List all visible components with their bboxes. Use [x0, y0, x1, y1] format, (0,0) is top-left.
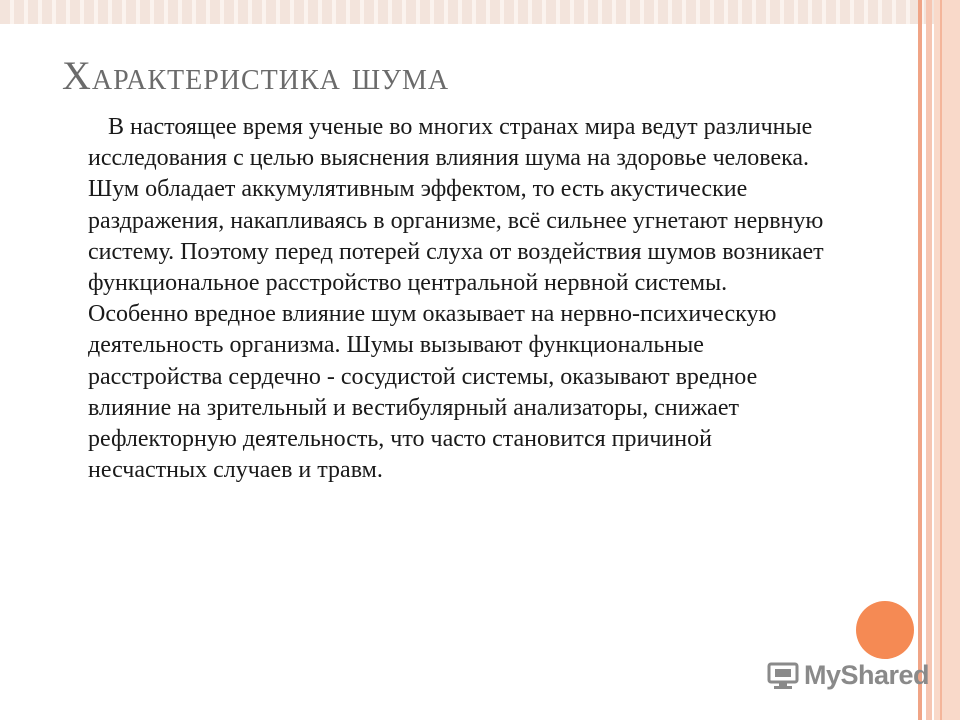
slide-body-text: В настоящее время ученые во многих странах мира ведут различные исследования с целью выяснения влияния шума на здоровье человека. Шум обладает аккумулятивным эффектом, то есть акустические раздражения, накапливаясь в организме, всё сильнее угнетают нервную систему. Поэтому перед потерей слуха от воздействия шумов возникает функциональное расстройство центральной нервной системы. Особенно вредное влияние шум оказывает на нервно-психическую деятельность организма. Шумы вызывают функциональные расстройства сердечно - сосудистой системы, оказывают вредное влияние на зрительный и вестибулярный анализаторы, снижает рефлекторную деятельность, что часто становится причиной несчастных случаев и травм. — [88, 114, 824, 484]
right-stripe-decoration — [926, 0, 932, 720]
top-border-decoration — [0, 0, 960, 24]
slide-title — [62, 52, 449, 99]
right-stripe-decoration — [918, 0, 922, 720]
right-stripe-decoration — [940, 0, 942, 720]
slide-title-rest: арактеристика шума — [91, 53, 450, 98]
orange-circle-decoration — [856, 601, 914, 659]
myshared-logo-icon — [766, 658, 800, 692]
slide-title-initial: Х — [62, 53, 92, 98]
right-stripe-decoration — [934, 0, 960, 720]
myshared-label: MyShared — [804, 659, 930, 690]
myshared-watermark — [766, 656, 929, 694]
